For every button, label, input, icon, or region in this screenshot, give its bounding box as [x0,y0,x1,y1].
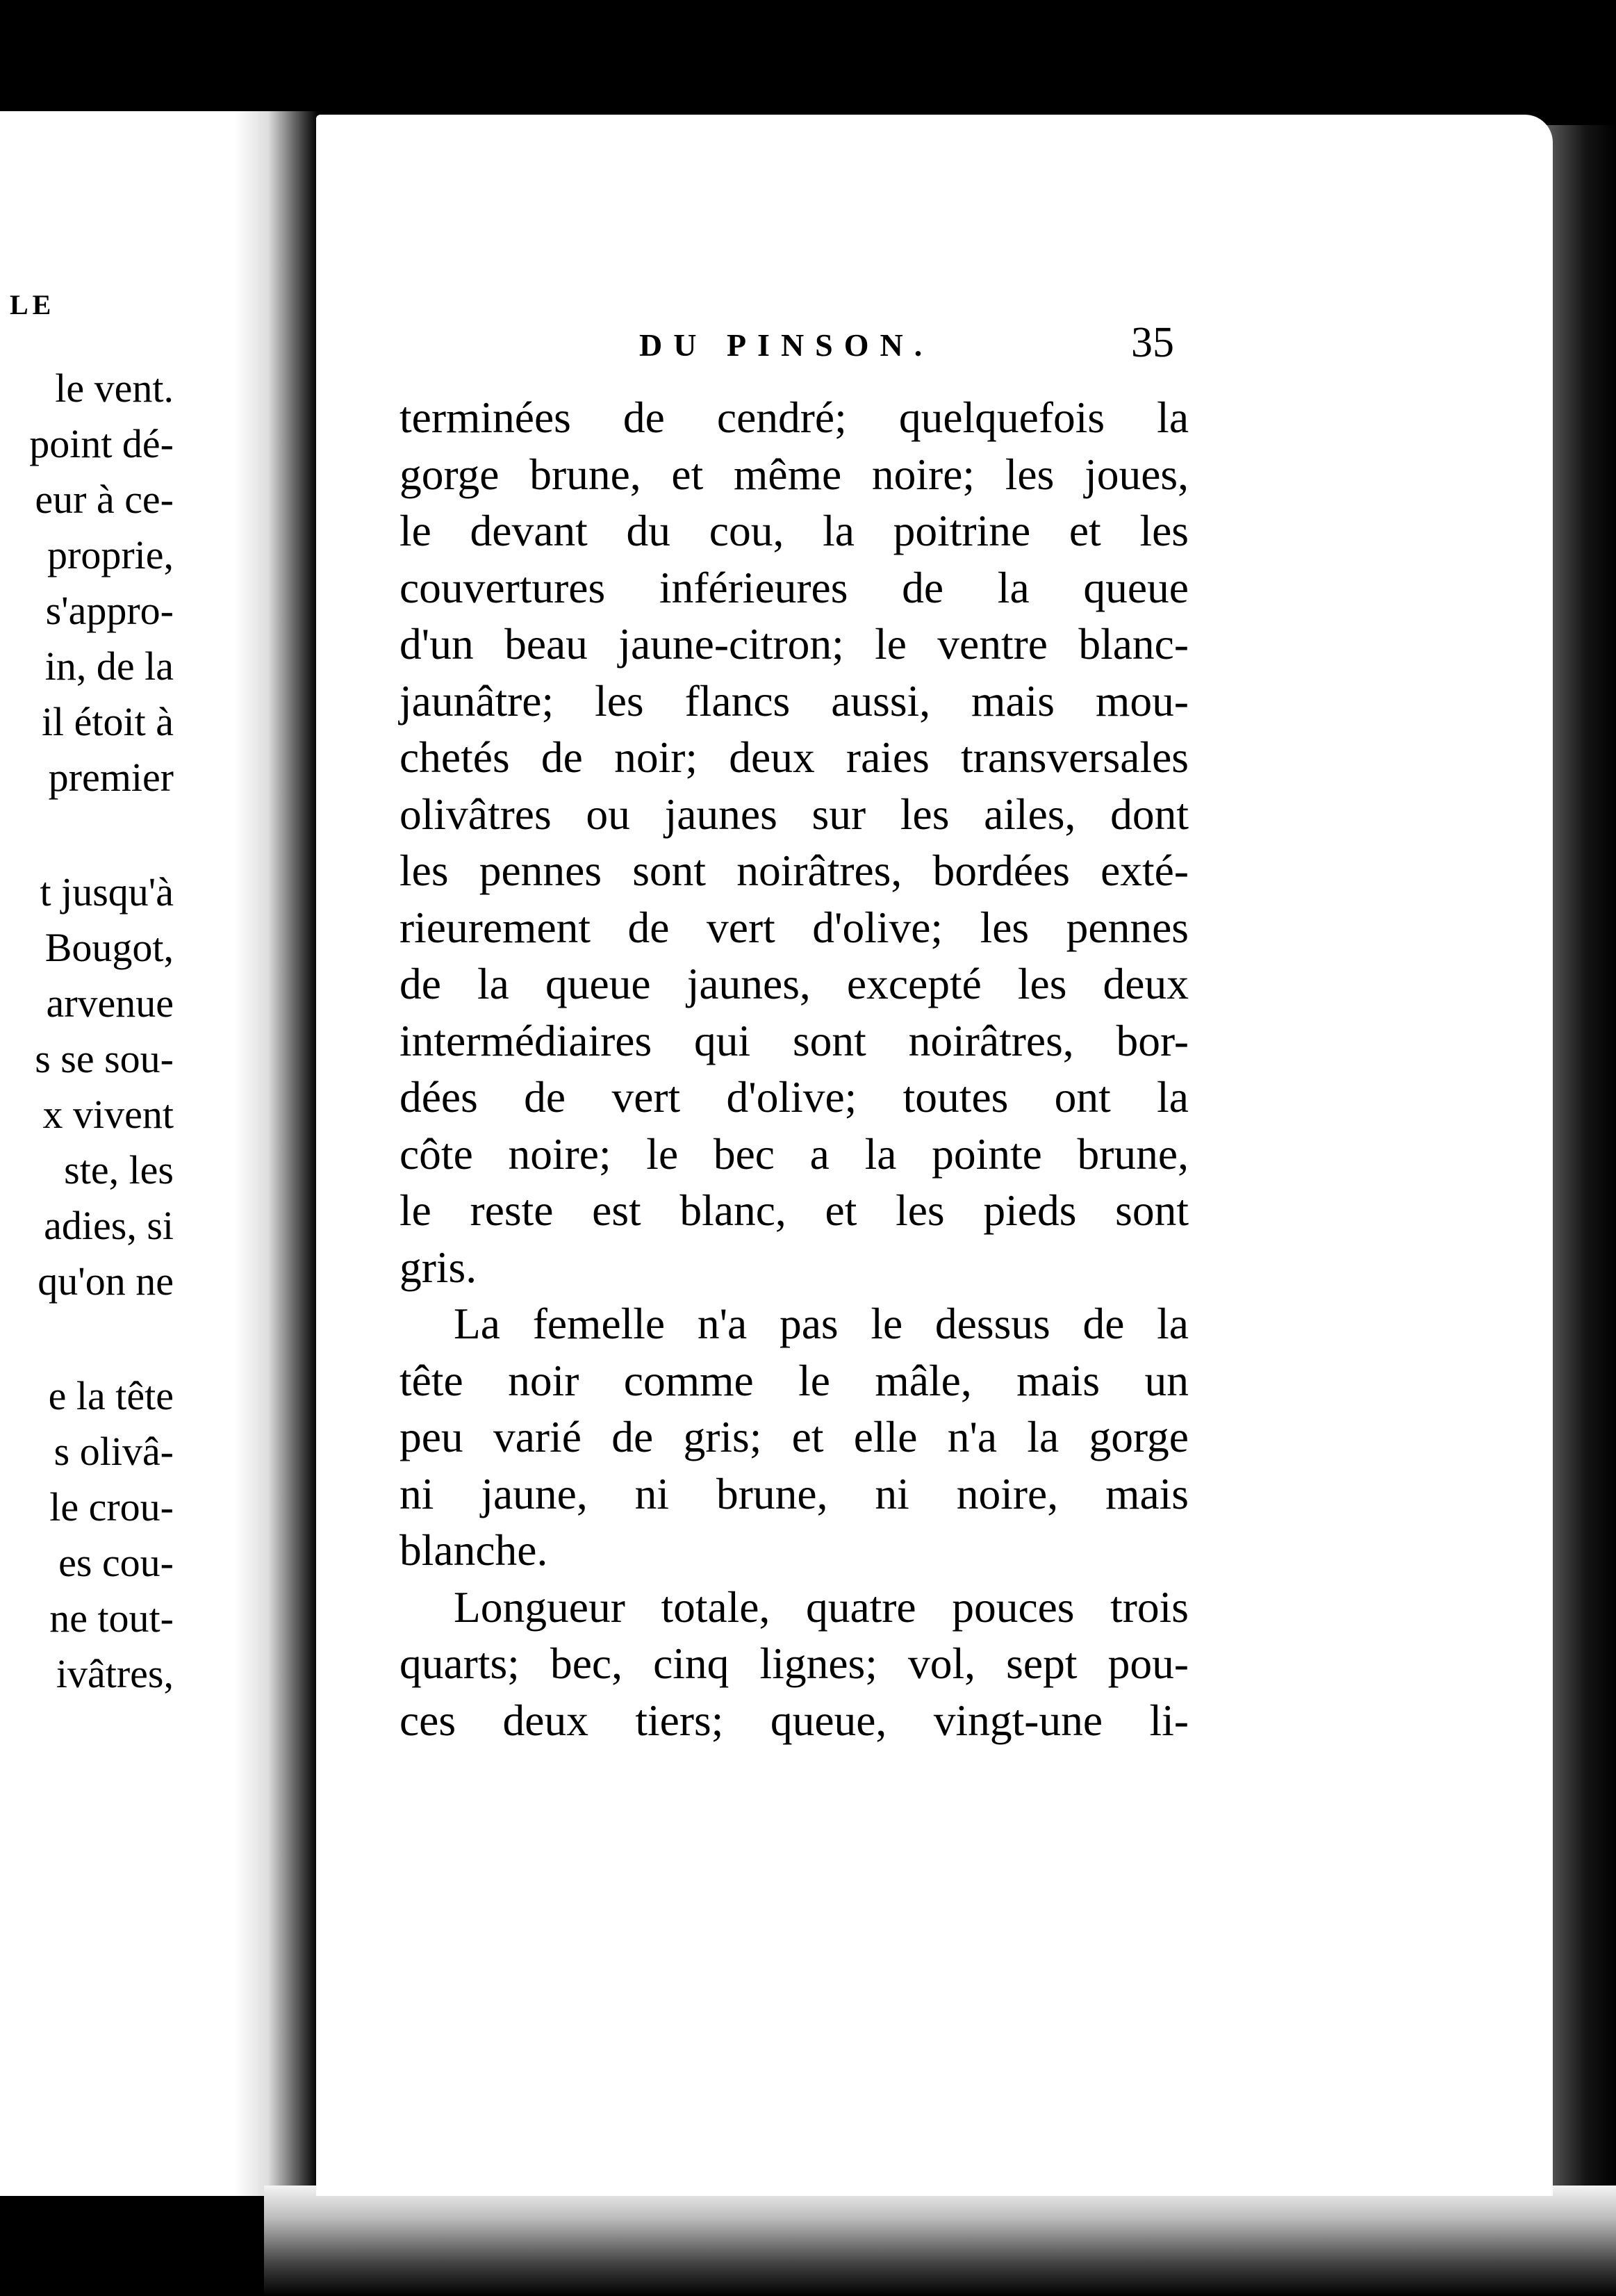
text-line: jaunâtre; les flancs aussi, mais mou- [399,675,1189,725]
left-line: e la tête [48,1373,174,1418]
left-line: t jusqu'à [40,869,174,915]
text-line: les pennes sont noirâtres, bordées exté- [399,846,1189,895]
left-line: le crou- [49,1484,174,1530]
body-text [399,389,1189,1748]
left-line: x vivent [42,1092,174,1137]
left-line: in, de la [44,643,174,689]
text-line: olivâtres ou jaunes sur les ailes, dont [399,789,1189,839]
left-line: Bougot, [44,925,174,970]
left-line: qu'on ne [38,1258,174,1304]
text-line: dées de vert d'olive; toutes ont la [399,1072,1189,1122]
text-line: le reste est blanc, et les pieds sont [399,1186,1189,1235]
left-line: premier [48,755,174,800]
text-line: gorge brune, et même noire; les joues, [399,449,1189,499]
left-line: proprie, [47,532,174,577]
text-line: tête noir comme le mâle, mais un [399,1355,1189,1405]
text-line: chetés de noir; deux raies transversales [399,732,1189,782]
text-line: couvertures inférieures de la queue [399,562,1189,612]
book-gutter [235,111,318,2196]
left-line: il étoit à [41,699,174,744]
left-line: s se sou- [35,1036,174,1081]
left-line: ne tout- [49,1596,174,1641]
text-line: le devant du cou, la poitrine et les [399,506,1189,555]
text-line: ni jaune, ni brune, ni noire, mais [399,1468,1189,1518]
left-line: point dé- [29,421,174,466]
text-line: gris. [399,1242,477,1292]
text-line: ces deux tiers; queue, vingt-une li- [399,1695,1189,1745]
left-running-head: LE [10,289,56,320]
left-line: ste, les [64,1147,174,1192]
text-line: intermédiaires qui sont noirâtres, bor- [399,1015,1189,1065]
text-line: blanche. [399,1525,548,1575]
left-line: le vent. [55,366,174,411]
bottom-page-edge [264,2186,1616,2296]
left-line: eur à ce- [35,477,174,522]
running-head: DU PINSON. [639,327,934,363]
page-number: 35 [1131,319,1174,366]
text-line: côte noire; le bec a la pointe brune, [399,1129,1189,1179]
text-line: d'un beau jaune-citron; le ventre blanc- [399,619,1189,669]
left-line: ivâtres, [56,1651,174,1696]
text-line: rieurement de vert d'olive; les pennes [399,902,1189,952]
left-line: arvenue [46,981,174,1026]
left-line: es cou- [58,1540,174,1585]
left-line: adies, si [44,1203,174,1248]
left-line: s'appro- [45,588,174,633]
text-line: de la queue jaunes, excepté les deux [399,959,1189,1008]
text-line: quarts; bec, cinq lignes; vol, sept pou- [399,1639,1189,1688]
text-line: peu varié de gris; et elle n'a la gorge [399,1412,1189,1461]
text-line: terminées de cendré; quelquefois la [399,393,1189,442]
text-line: Longueur totale, quatre pouces trois [454,1582,1189,1632]
left-line: s olivâ- [53,1429,174,1474]
text-line: La femelle n'a pas le dessus de la [454,1299,1189,1348]
